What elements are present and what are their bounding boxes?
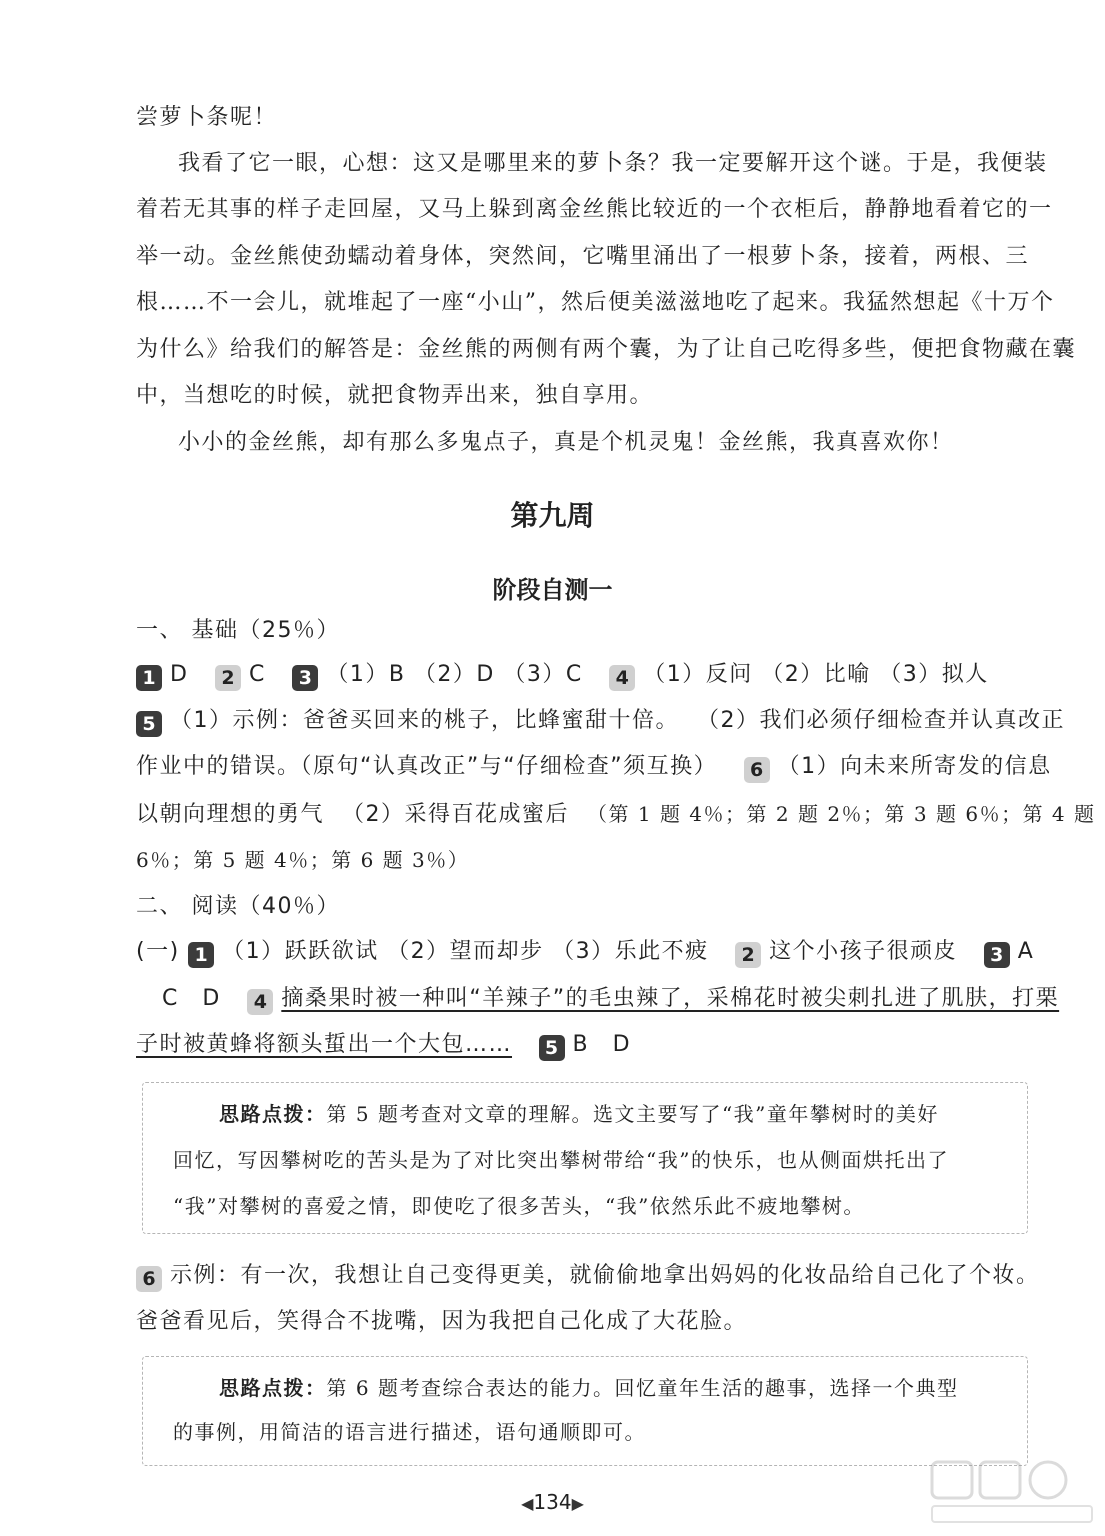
hint-text: “我”对攀树的喜爱之情，即使吃了很多苦头，“我”依然乐此不疲地攀树。 [173, 1194, 865, 1218]
question-number: 4 [247, 989, 273, 1015]
story-text: 根……不一会儿，就堆起了一座“小山”，然后便美滋滋地吃了起来。我猛然想起《十万个 [136, 290, 1055, 315]
question-number: 5 [136, 711, 162, 737]
question-number: 3 [984, 942, 1010, 968]
answer-line [136, 661, 989, 691]
answer: （3）C [503, 662, 583, 687]
answer: 摘桑果时被一种叫“羊辣子”的毛虫辣了，采棉花时被尖刺扎进了肌肤，打栗 [281, 986, 1060, 1011]
left-arrow-icon: ◀ [521, 1494, 534, 1513]
answer-line: 爸爸看见后，笑得合不拢嘴，因为我把自己化成了大花脸。 [136, 1309, 748, 1334]
week-title: 第九周 [510, 499, 595, 532]
hint-box [142, 1082, 1028, 1234]
answer: （1）B [326, 662, 406, 687]
story-text: 为什么》给我们的解答是：金丝熊的两侧有两个囊，为了让自己吃得多些，便把食物藏在囊 [136, 337, 1077, 362]
answer: B D [572, 1032, 632, 1057]
answer: （1）示例：爸爸买回来的桃子，比蜂蜜甜十倍。 [170, 708, 679, 733]
question-number: 6 [136, 1266, 162, 1292]
test-title: 阶段自测一 [492, 576, 613, 604]
part-label: (一) [136, 939, 180, 964]
answer: （2）我们必须仔细检查并认真改正 [697, 708, 1065, 733]
answer-line [136, 1031, 631, 1061]
answer: （3）乐此不疲 [552, 939, 709, 964]
answer-line [162, 985, 1059, 1015]
section-heading: 一、 基础（25％） [136, 618, 340, 643]
question-number: 4 [609, 665, 635, 691]
section-heading: 二、 阅读（40％） [136, 894, 340, 919]
hint-text: 回忆，写因攀树吃的苦头是为了对比突出攀树带给“我”的快乐，也从侧面烘托出了 [173, 1148, 949, 1172]
answer-line [136, 938, 1034, 968]
question-number: 1 [136, 665, 162, 691]
watermark-logo-icon [928, 1458, 1098, 1528]
answer: 子时被黄蜂将额头蜇出一个大包…… [136, 1032, 513, 1057]
answer: C D [162, 986, 221, 1011]
hint-text: 的事例，用简洁的语言进行描述，语句通顺即可。 [173, 1420, 646, 1444]
hint-text [219, 1101, 939, 1127]
answer: 示例：有一次，我想让自己变得更美，就偷偷地拿出妈妈的化妆品给自己化了个妆。 [170, 1263, 1040, 1288]
answer: 这个小孩子很顽皮 [769, 939, 958, 964]
answer: 作业中的错误。（原句“认真改正”与“仔细检查”须互换） [136, 754, 718, 779]
question-number: 3 [292, 665, 318, 691]
answer: A [1017, 939, 1035, 964]
story-text: 着若无其事的样子走回屋，又马上躲到离金丝熊比较近的一个衣柜后，静静地看着它的一 [136, 197, 1053, 222]
answer: （2）比喻 [761, 662, 871, 687]
question-number: 6 [744, 757, 770, 783]
story-text: 举一动。金丝熊使劲蠕动着身体，突然间，它嘴里涌出了一根萝卜条，接着，两根、三 [136, 244, 1030, 269]
score-note: 6％；第 5 题 4％；第 6 题 3％） [136, 848, 470, 872]
hint-label: 思路点拨： [219, 1376, 327, 1400]
hint-label: 思路点拨： [219, 1102, 327, 1126]
story-text: 我看了它一眼，心想：这又是哪里来的萝卜条？我一定要解开这个谜。于是，我便装 [178, 151, 1048, 176]
right-arrow-icon: ▶ [571, 1494, 584, 1513]
answer: （3）拟人 [879, 662, 989, 687]
answer-line [136, 707, 1065, 737]
answer: D [170, 662, 189, 687]
question-number: 2 [735, 942, 761, 968]
hint-box [142, 1356, 1028, 1466]
answer: 以朝向理想的勇气 [136, 802, 325, 827]
hint-line: 第 5 题考查对文章的理解。选文主要写了“我”童年攀树时的美好 [326, 1102, 939, 1126]
hint-line: 第 6 题考查综合表达的能力。回忆童年生活的趣事，选择一个典型 [326, 1376, 959, 1400]
question-number: 5 [539, 1035, 565, 1061]
answer-line [136, 1262, 1040, 1292]
story-text: 尝萝卜条呢！ [136, 105, 278, 130]
answer: （2）采得百花成蜜后 [342, 802, 570, 827]
story-text: 中，当想吃的时候，就把食物弄出来，独自享用。 [136, 383, 654, 408]
story-text: 小小的金丝熊，却有那么多鬼点子，真是个机灵鬼！金丝熊，我真喜欢你！ [178, 430, 954, 455]
hint-text [219, 1375, 958, 1401]
answer: （1）向未来所寄发的信息 [777, 754, 1052, 779]
question-number: 1 [188, 942, 214, 968]
answer-line [136, 753, 1052, 783]
question-number: 2 [215, 665, 241, 691]
answer: （1）跃跃欲试 [222, 939, 379, 964]
score-note: （第 1 题 4％；第 2 题 2％；第 3 题 6％；第 4 题 [587, 802, 1096, 826]
answer: （2）D [413, 662, 495, 687]
answer: C [248, 662, 266, 687]
answer: （2）望而却步 [387, 939, 544, 964]
page-number-text: 134 [533, 1490, 572, 1514]
answer-line [136, 800, 1096, 829]
answer: （1）反问 [643, 662, 753, 687]
